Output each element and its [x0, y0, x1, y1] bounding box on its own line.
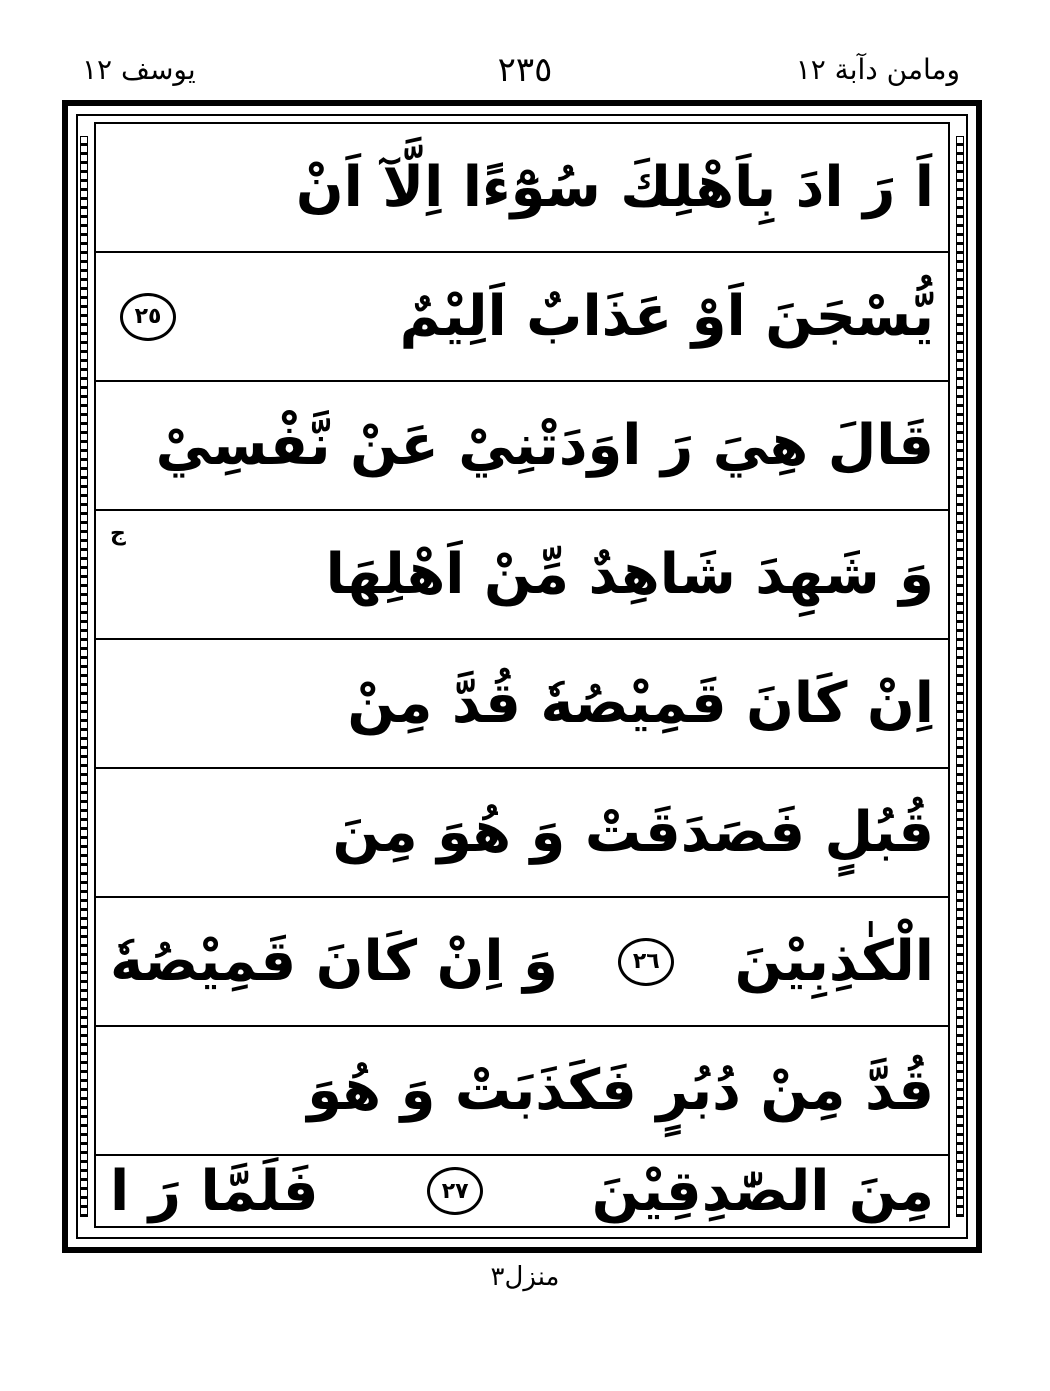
- text-line: [96, 124, 948, 253]
- chain-border-right: [956, 136, 964, 1217]
- text-line: [96, 640, 948, 769]
- quran-text-area: [94, 122, 950, 1228]
- line-text: يُّسْجَنَ اَوْ عَذَابٌ اَلِيْمٌ: [399, 284, 934, 349]
- manzil-label: منزل٣: [490, 1262, 560, 1292]
- line-text: اِنْ كَانَ قَمِيْصُهٗ قُدَّ مِنْ: [347, 671, 934, 736]
- line-text: اَ رَ ادَ بِاَهْلِكَ سُوْٓءًا اِلَّآ اَنْ: [295, 155, 934, 220]
- ayah-number-marker: ٢٥: [120, 293, 176, 341]
- line-text: وَ شَهِدَ شَاهِدٌ مِّنْ اَهْلِهَا: [325, 542, 934, 607]
- ayah-number-marker: ٢٧: [427, 1167, 483, 1215]
- ayah-number-marker: ٢٦: [618, 938, 674, 986]
- line-text-before: الْكٰذِبِيْنَ: [734, 929, 934, 994]
- chain-border-left: [80, 136, 88, 1217]
- text-line: [96, 253, 948, 382]
- text-line: [96, 1027, 948, 1156]
- line-text: قُبُلٍ فَصَدَقَتْ وَ هُوَ مِنَ: [332, 800, 934, 865]
- line-text: قَالَ هِيَ رَ اوَدَتْنِيْ عَنْ نَّفْسِيْ: [155, 413, 934, 478]
- text-line: [96, 898, 948, 1027]
- line-text: قُدَّ مِنْ دُبُرٍ فَكَذَبَتْ وَ هُوَ: [307, 1058, 934, 1123]
- para-name: ومامن دآبة ١٢: [795, 53, 960, 86]
- text-line: [96, 382, 948, 511]
- text-line: [96, 1156, 948, 1226]
- surah-name: يوسف ١٢: [82, 53, 196, 86]
- waqf-stop-mark: ج: [110, 521, 126, 546]
- text-line: [96, 769, 948, 898]
- line-text-after: وَ اِنْ كَانَ قَمِيْصُهٗ: [110, 929, 558, 994]
- text-line: [96, 511, 948, 640]
- line-text-before: مِنَ الصّٰدِقِيْنَ: [591, 1158, 934, 1224]
- page-number: ٢٣٥: [497, 50, 553, 90]
- line-text-after: فَلَمَّا رَ ا: [110, 1158, 319, 1224]
